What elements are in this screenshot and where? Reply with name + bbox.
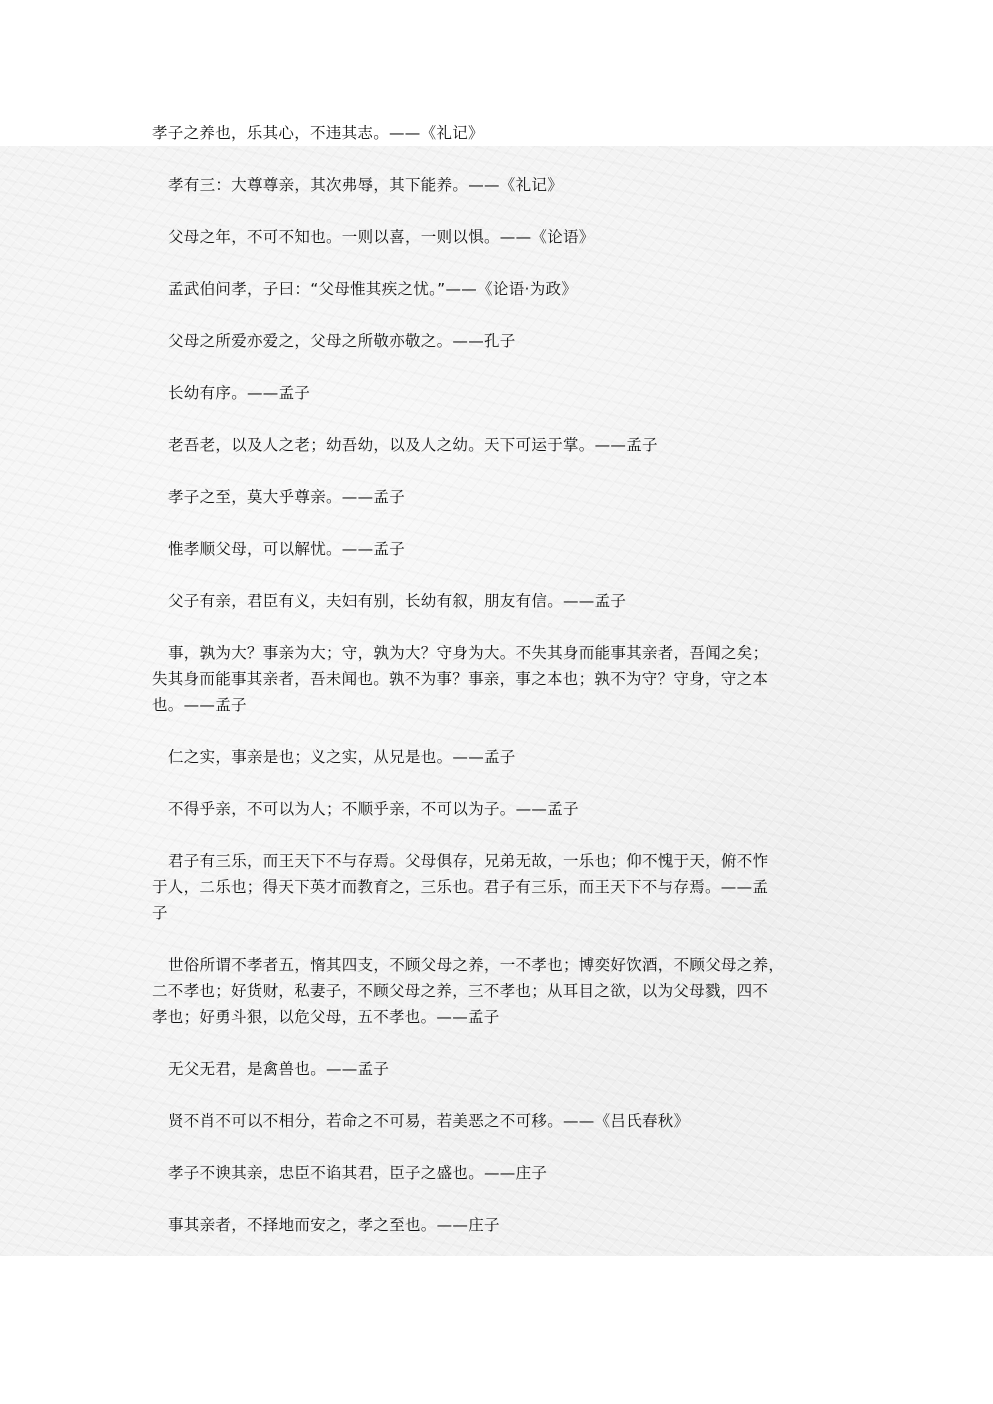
quote-line: 孝子不谀其亲，忠臣不谄其君，臣子之盛也。——庄子 bbox=[168, 1164, 548, 1182]
quote-line: 孝子之养也，乐其心，不违其志。——《礼记》 bbox=[152, 124, 484, 142]
quote-line: 也。——孟子 bbox=[152, 696, 247, 714]
quote-line: 二不孝也；好货财，私妻子，不顾父母之养，三不孝也；从耳目之欲，以为父母戮，四不 bbox=[152, 982, 769, 1000]
quote-line: 世俗所谓不孝者五，惰其四支，不顾父母之养，一不孝也；博奕好饮酒，不顾父母之养， bbox=[168, 956, 785, 974]
quote-paragraph bbox=[152, 640, 842, 718]
quote-line: 长幼有序。——孟子 bbox=[168, 384, 311, 402]
quote-line: 父母之所爱亦爱之，父母之所敬亦敬之。——孔子 bbox=[168, 332, 516, 350]
quote-paragraph bbox=[152, 120, 842, 146]
quote-line: 君子有三乐，而王天下不与存焉。父母俱存，兄弟无故，一乐也；仰不愧于天，俯不怍 bbox=[168, 852, 769, 870]
quote-paragraph bbox=[152, 744, 858, 770]
quote-paragraph bbox=[152, 952, 842, 1030]
quote-line: 事，孰为大？事亲为大；守，孰为大？守身为大。不失其身而能事其亲者，吾闻之矣； bbox=[168, 644, 769, 662]
quote-line: 贤不肖不可以不相分，若命之不可易，若美恶之不可移。——《吕氏春秋》 bbox=[168, 1112, 690, 1130]
quote-line: 孝子之至，莫大乎尊亲。——孟子 bbox=[168, 488, 406, 506]
quote-paragraph bbox=[152, 276, 858, 302]
quote-paragraph bbox=[152, 796, 858, 822]
quote-paragraph bbox=[152, 484, 858, 510]
quote-line: 无父无君，是禽兽也。——孟子 bbox=[168, 1060, 390, 1078]
quote-line: 事其亲者，不择地而安之，孝之至也。——庄子 bbox=[168, 1216, 500, 1234]
quote-line: 孝有三：大尊尊亲，其次弗辱，其下能养。——《礼记》 bbox=[168, 176, 564, 194]
quote-paragraph bbox=[152, 536, 858, 562]
quote-line: 不得乎亲，不可以为人；不顺乎亲，不可以为子。——孟子 bbox=[168, 800, 579, 818]
quote-paragraph bbox=[152, 172, 858, 198]
quote-line: 老吾老，以及人之老；幼吾幼，以及人之幼。天下可运于掌。——孟子 bbox=[168, 436, 658, 454]
quote-paragraph bbox=[152, 380, 858, 406]
quote-paragraph bbox=[152, 1108, 858, 1134]
quote-line: 失其身而能事其亲者，吾未闻也。孰不为事？事亲，事之本也；孰不为守？守身，守之本 bbox=[152, 670, 769, 688]
quote-line: 孟武伯问孝，子曰：“父母惟其疾之忧。”——《论语·为政》 bbox=[168, 280, 578, 298]
quote-paragraph bbox=[152, 328, 858, 354]
quote-paragraph bbox=[152, 848, 842, 926]
quote-line: 于人，二乐也；得天下英才而教育之，三乐也。君子有三乐，而王天下不与存焉。——孟 bbox=[152, 878, 769, 896]
quote-paragraph bbox=[152, 588, 858, 614]
quote-line: 父子有亲，君臣有义，夫妇有别，长幼有叙，朋友有信。——孟子 bbox=[168, 592, 627, 610]
quote-paragraph bbox=[152, 1056, 858, 1082]
quote-line: 子 bbox=[152, 904, 168, 922]
quote-line: 仁之实，事亲是也；义之实，从兄是也。——孟子 bbox=[168, 748, 516, 766]
quote-line: 惟孝顺父母，可以解忧。——孟子 bbox=[168, 540, 406, 558]
quote-paragraph bbox=[152, 432, 858, 458]
quote-line: 父母之年，不可不知也。一则以喜，一则以惧。——《论语》 bbox=[168, 228, 595, 246]
quote-paragraph bbox=[152, 1160, 858, 1186]
quote-line: 孝也；好勇斗狠，以危父母，五不孝也。——孟子 bbox=[152, 1008, 500, 1026]
quote-paragraph bbox=[152, 1212, 858, 1238]
quote-paragraph bbox=[152, 224, 858, 250]
